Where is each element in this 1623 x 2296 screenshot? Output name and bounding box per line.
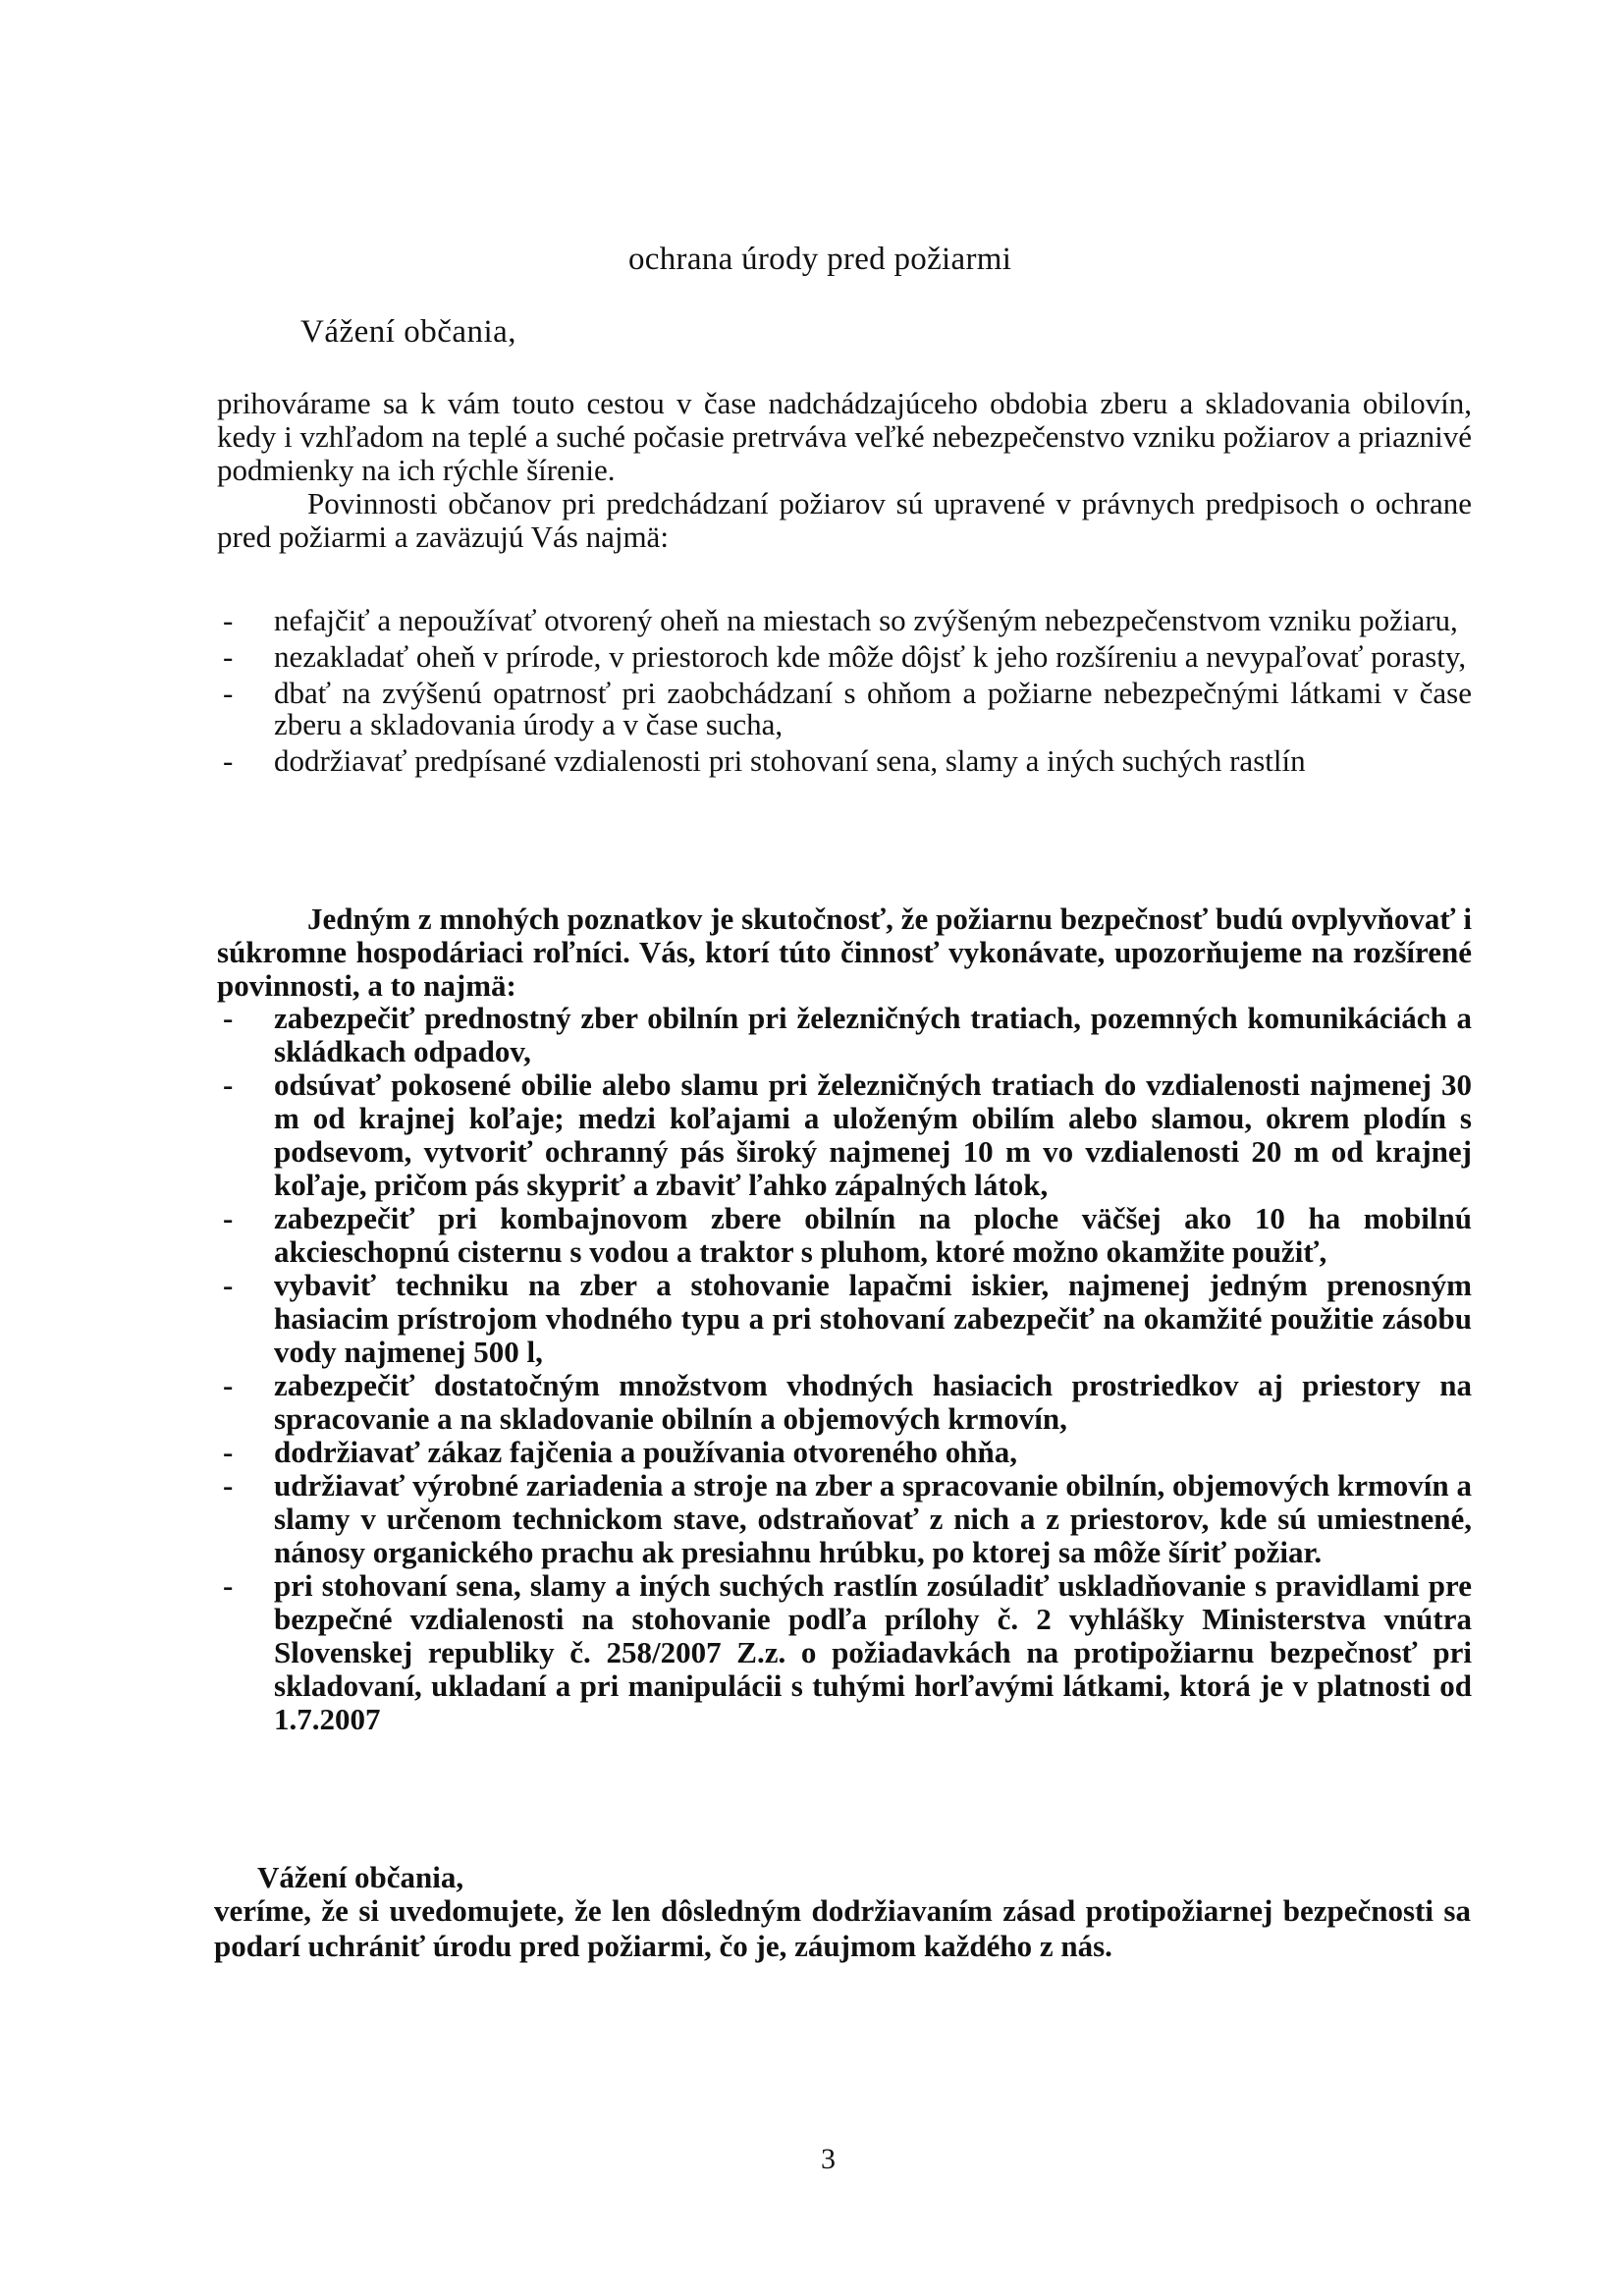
- citizen-duties-section: [217, 605, 1472, 782]
- list-item: - zabezpečiť pri kombajnovom zbere obilnín na ploche väčšej ako 10 ha mobilnú akcieschopnú cisternu s vodou a traktor s pluhom, ktoré možno okamžite použiť,: [217, 1202, 1472, 1269]
- citizen-duties-list: [217, 605, 1472, 777]
- closing-paragraph: veríme, že si uvedomujete, že len dôsledným dodržiavaním zásad protipožiarnej bezpečnosti sa podarí uchrániť úrodu pred požiarmi, čo je, záujmom každého z nás.: [214, 1893, 1471, 1963]
- list-item: - zabezpečiť dostatočným množstvom vhodných hasiacich prostriedkov aj priestory na spracovanie a na skladovanie obilnín a objemových krmovín,: [217, 1369, 1472, 1436]
- list-item: - dodržiavať zákaz fajčenia a používania otvoreného ohňa,: [217, 1436, 1472, 1469]
- list-item: - vybaviť techniku na zber a stohovanie lapačmi iskier, najmenej jedným prenosným hasiacim prístrojom vhodného typu a pri stohovaní zabezpečiť na okamžité použitie zásobu vody najmenej 500 l,: [217, 1269, 1472, 1369]
- list-item: - dbať na zvýšenú opatrnosť pri zaobchádzaní s ohňom a požiarne nebezpečnými látkami v čase zberu a skladovania úrody a v čase sucha,: [217, 678, 1472, 740]
- page-number: 3: [821, 2143, 836, 2175]
- document-heading: ochrana úrody pred požiarmi: [628, 242, 1012, 277]
- intro-section: [217, 387, 1472, 554]
- farmers-section: [217, 902, 1472, 1003]
- list-item: - nezakladať oheň v prírode, v priestoroch kde môže dôjsť k jeho rozšíreniu a nevypaľovať porasty,: [217, 641, 1472, 673]
- farmers-paragraph: Jedným z mnohých poznatkov je skutočnosť, že požiarnu bezpečnosť budú ovplyvňovať i súkromne hospodáriaci roľníci. Vás, ktorí túto činnosť vykonávate, upozorňujeme na rozšírené povinnosti, a to najmä:: [217, 902, 1472, 1003]
- duties-paragraph: Povinnosti občanov pri predchádzaní požiarov sú upravené v právnych predpisoch o ochrane pred požiarmi a zaväzujú Vás najmä:: [217, 486, 1472, 554]
- closing-salutation: Vážení občania,: [257, 1860, 464, 1894]
- list-item: - udržiavať výrobné zariadenia a stroje na zber a spracovanie obilnín, objemových krmovín a slamy v určenom technickom stave, odstraňovať z nich a z priestorov, kde sú umiestnené, nánosy organického prachu ak presiahnu hrúbku, po ktorej sa môže šíriť požiar.: [217, 1469, 1472, 1569]
- list-item: - nefajčiť a nepoužívať otvorený oheň na miestach so zvýšeným nebezpečenstvom vzniku požiaru,: [217, 605, 1472, 636]
- farmer-duties-list: [217, 1002, 1472, 1736]
- list-item: - pri stohovaní sena, slamy a iných suchých rastlín zosúladiť uskladňovanie s pravidlami pre bezpečné vzdialenosti na stohovanie podľa prílohy č. 2 vyhlášky Ministerstva vnútra Slovenskej republiky č. 258/2007 Z.z. o požiadavkách na protipožiarnu bezpečnosť pri skladovaní, ukladaní a pri manipulácii s tuhými horľavými látkami, ktorá je v platnosti od 1.7.2007: [217, 1569, 1472, 1736]
- list-item: - zabezpečiť prednostný zber obilnín pri železničných tratiach, pozemných komunikáciách a skládkach odpadov,: [217, 1002, 1472, 1068]
- list-item: - dodržiavať predpísané vzdialenosti pri stohovaní sena, slamy a iných suchých rastlín: [217, 745, 1472, 777]
- intro-paragraph: prihovárame sa k vám touto cestou v čase nadchádzajúceho obdobia zberu a skladovania obilovín, kedy i vzhľadom na teplé a suché počasie pretrváva veľké nebezpečenstvo vzniku požiarov a priaznivé podmienky na ich rýchle šírenie.: [217, 386, 1472, 487]
- salutation: Vážení občania,: [300, 314, 517, 350]
- farmer-duties-section: [217, 1002, 1472, 1736]
- list-item: - odsúvať pokosené obilie alebo slamu pri železničných tratiach do vzdialenosti najmenej 30 m od krajnej koľaje; medzi koľajami a uloženým obilím alebo slamou, okrem plodín s podsevom, vytvoriť ochranný pás široký najmenej 10 m vo vzdialenosti 20 m od krajnej koľaje, pričom pás skypriť a zbaviť ľahko zápalných látok,: [217, 1068, 1472, 1202]
